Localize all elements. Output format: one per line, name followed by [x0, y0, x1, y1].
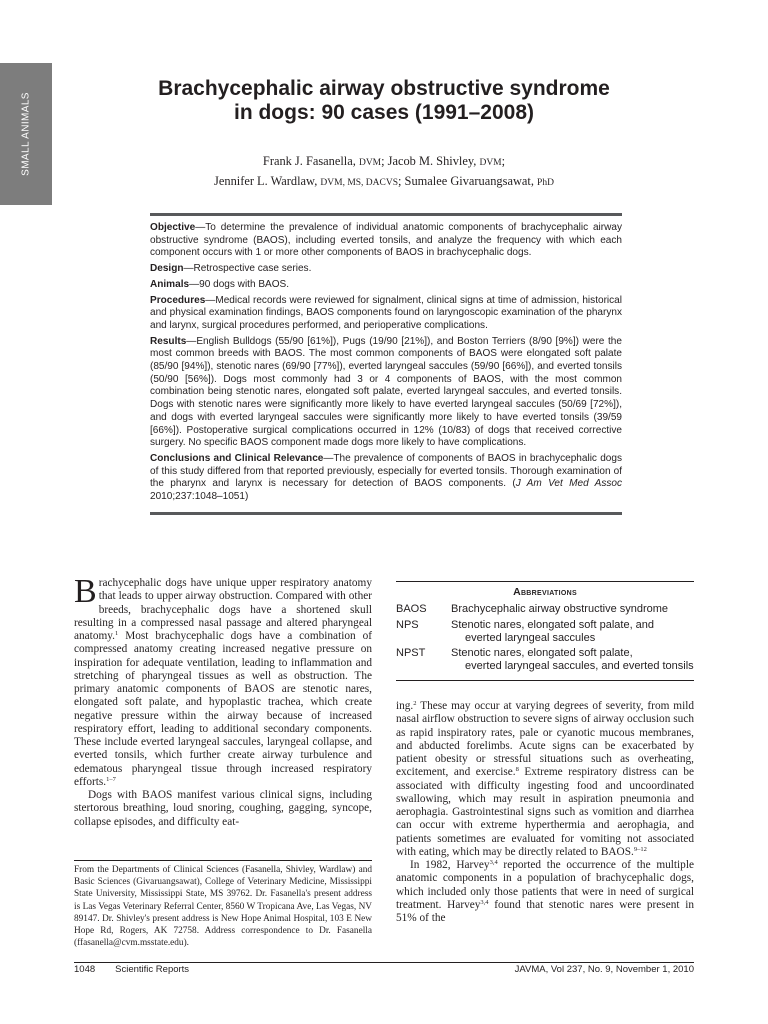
reference-superscript: 8	[515, 766, 519, 774]
abstract-results	[150, 336, 622, 450]
abstract-objective	[150, 222, 622, 260]
abstract-design	[150, 263, 622, 276]
definition-line: Brachycephalic airway obstructive syndrome	[451, 603, 669, 615]
abbreviation-row	[396, 603, 694, 616]
abbreviation-row	[396, 647, 694, 673]
body-paragraph	[396, 700, 694, 859]
abbreviations-box	[396, 581, 694, 681]
title-line-2: in dogs: 90 cases (1991–2008)	[233, 101, 534, 124]
author-2: ; Jacob M. Shivley,	[381, 154, 477, 168]
author-3-credentials: DVM, MS, DACVS	[320, 178, 399, 188]
definition-line: everted laryngeal saccules, and everted tonsils	[465, 660, 694, 673]
abbreviation-row	[396, 619, 694, 645]
citation-journal: J Am Vet Med Assoc	[515, 478, 622, 490]
author-1: Frank J. Fasanella,	[262, 154, 356, 168]
paragraph-text: rachycephalic dogs have unique upper respiratory anatomy that leads to upper airway obstruction. Compared with other breeds, brachycephalic dogs have a shortened skull resulting in a compressed nasal passage and altered pharyngeal anatomy.	[74, 577, 372, 642]
reference-superscript: 2	[413, 700, 417, 707]
abbreviation-definition	[451, 647, 694, 673]
page-footer	[74, 962, 694, 975]
body-column-right	[396, 700, 694, 925]
body-paragraph: Dogs with BAOS manifest various clinical signs, including stertorous breathing, loud snoring, coughing, gagging, syncope, collapse episodes, and difficulty eat-	[74, 789, 372, 828]
definition-line: Stenotic nares, elongated soft palate,	[451, 647, 633, 660]
author-list: Frank J. Fasanella, DVM; Jacob M. Shivley, DVM; Jennifer L. Wardlaw, DVM, MS, DACVS; Sumalee Givaruangsawat, PhD	[214, 154, 554, 188]
title-line-1: Brachycephalic airway obstructive syndrome	[158, 77, 610, 100]
procedures-text: —Medical records were reviewed for signalment, clinical signs at time of admission, historical and physical examination findings, BAOS components found on laryngoscopic examination of the pharynx and larynx, surgical procedures performed, and perioperative complications.	[150, 294, 622, 331]
paragraph-text: reported the occurrence of the multiple anatomic components in a population of brachycephalic dogs, which included only those patients that were in need of surgical treatment. Harvey	[396, 859, 694, 911]
drop-cap: B	[74, 573, 97, 610]
reference-superscript: 1–7	[106, 775, 116, 783]
animals-text: —90 dogs with BAOS.	[189, 278, 290, 290]
abbreviation-key: NPS	[396, 618, 419, 631]
abstract-box	[150, 213, 622, 515]
reference-superscript: 1	[115, 630, 119, 637]
procedures-label: Procedures	[150, 294, 206, 306]
design-text: —Retrospective case series.	[183, 263, 312, 275]
abbreviation-definition	[451, 603, 694, 616]
paragraph-text: found that stenotic nares were present in 51% of the	[396, 898, 694, 924]
abstract-conclusions	[150, 453, 622, 504]
author-3: Jennifer L. Wardlaw,	[214, 174, 318, 188]
abbreviation-definition	[451, 619, 694, 645]
objective-text: —To determine the prevalence of individual anatomic components of brachycephalic airway obstructive syndrome (BAOS), including everted tonsils, and analyze the frequency with which each component occurs with 1 or more other components of BAOS in brachycephalic dogs.	[150, 222, 622, 259]
paragraph-text: In 1982, Harvey	[410, 859, 490, 871]
abbreviation-key: NPST	[396, 647, 426, 660]
footer-left	[74, 964, 209, 975]
author-4-credentials: PhD	[537, 178, 554, 188]
animals-label: Animals	[150, 278, 190, 290]
journal-citation: JAVMA, Vol 237, No. 9, November 1, 2010	[514, 964, 694, 975]
paragraph-text: ing.	[396, 700, 414, 712]
section-tab-label: SMALL ANIMALS	[20, 92, 32, 176]
design-label: Design	[150, 263, 184, 275]
author-2-credentials: DVM	[479, 158, 502, 168]
affiliation-footnote	[74, 860, 372, 949]
section-tab	[0, 63, 52, 205]
reference-superscript: 3,4	[480, 898, 489, 906]
citation-details: 2010;237:1048–1051)	[150, 491, 249, 503]
results-label: Results	[150, 335, 187, 347]
abstract-procedures	[150, 295, 622, 333]
reference-superscript: 3,4	[489, 859, 498, 866]
conclusions-text: —The prevalence of components of BAOS in brachycephalic dogs of this study differed from that reported previously, especially for everted tonsils. Thorough examination of the pharynx and larynx is necessary for detection of BAOS components. (	[150, 452, 622, 490]
results-text: —English Bulldogs (55/90 [61%]), Pugs (19/90 [21%]), and Boston Terriers (8/90 [9%]) were the most common breeds with BAOS. The most common components of BAOS were elongated soft palate (85/90 [94%]), stenotic nares (69/90 [77%]), everted laryngeal saccules (59/90 [66%]), and everted tonsils (50/90 [56%]). Dogs most commonly had 3 or 4 components of BAOS, with the most common combination being stenotic nares, elongated soft palate, everted laryngeal saccules, and everted tonsils. Dogs with stenotic nares were significantly more likely to have everted laryngeal saccules (50/69 [72%]), and dogs with everted laryngeal saccules were significantly more likely to have everted tonsils (39/59 [66%]). Postoperative surgical complications occurred in 12% (10/83) of dogs that received corrective surgery. No specific BAOS component made dogs more likely to have complications.	[150, 335, 622, 449]
author-4: ; Sumalee Givaruangsawat,	[398, 174, 534, 188]
objective-label: Objective	[150, 222, 196, 233]
definition-line: everted laryngeal saccules	[465, 631, 596, 644]
reference-superscript: 9–12	[633, 845, 647, 853]
footnote-text: From the Departments of Clinical Sciences (Fasanella, Shivley, Wardlaw) and Basic Sciences (Givaruangsawat), College of Veterinary Medicine, Mississippi State University, Mississippi State, MS 39762. Dr. Fasanella's present address is Las Vegas Veterinary Referral Center, 8560 W Tropicana Ave, Las Vegas, NV 89147. Dr. Shivley's present address is New Hope Animal Hospital, 103 E New Hope Rd, Rogers, AK 72758. Address correspondence to Dr. Fasanella (ffasanella@cvm.msstate.edu).	[74, 865, 372, 949]
paragraph-text: These may occur at varying degrees of severity, from mild nasal airflow obstruction to severe signs of airway occlusion such as rapid inspiratory rates, pale or cyanotic mucous membranes, and abducted forelimbs. Acute signs can be exacerbated by patient obesity or stressful situations such as overheating, excitement, and exercise.	[396, 700, 694, 779]
paragraph-text: Most brachycephalic dogs have a combination of compressed anatomy creating increased negative pressure on inspiration for adequate ventilation, leading to inflammation and stretching of pharyngeal tissues as well as obstruction. The primary anatomic components of BAOS are stenotic nares, elongated soft palate, and hypoplastic trachea, which create negative pressure within the airway because of increased respiratory effort, leading to additional secondary components. These include everted laryngeal saccules, laryngeal collapse, and everted tonsils, which further create airway turbulence and edematous pharyngeal tissue through increased respiratory efforts.	[74, 630, 372, 788]
abbreviation-key: BAOS	[396, 603, 427, 615]
author-1-credentials: DVM	[358, 158, 382, 168]
paragraph-text: Extreme respiratory distress can be associated with difficulty ingesting food and uncoordinated swallowing, which may result in aspiration pneumonia and aerophagia. Gastrointestinal signs such as vomition and diarrhea can occur with extreme hyperthermia and aerophagia, and patients sometimes are evaluated for vomiting not associated with eating, which may be directly related to BAOS.	[396, 766, 694, 858]
conclusions-label: Conclusions and Clinical Relevance	[150, 452, 324, 464]
definition-line: Stenotic nares, elongated soft palate, and	[451, 618, 655, 631]
abbreviations-title: Abbreviations	[513, 586, 577, 598]
page-number: 1048	[74, 964, 96, 975]
body-paragraph	[396, 859, 694, 925]
body-paragraph	[74, 573, 372, 789]
abstract-animals	[150, 279, 622, 292]
body-column-left	[74, 573, 372, 829]
article-title	[90, 77, 678, 125]
section-name: Scientific Reports	[115, 964, 190, 975]
